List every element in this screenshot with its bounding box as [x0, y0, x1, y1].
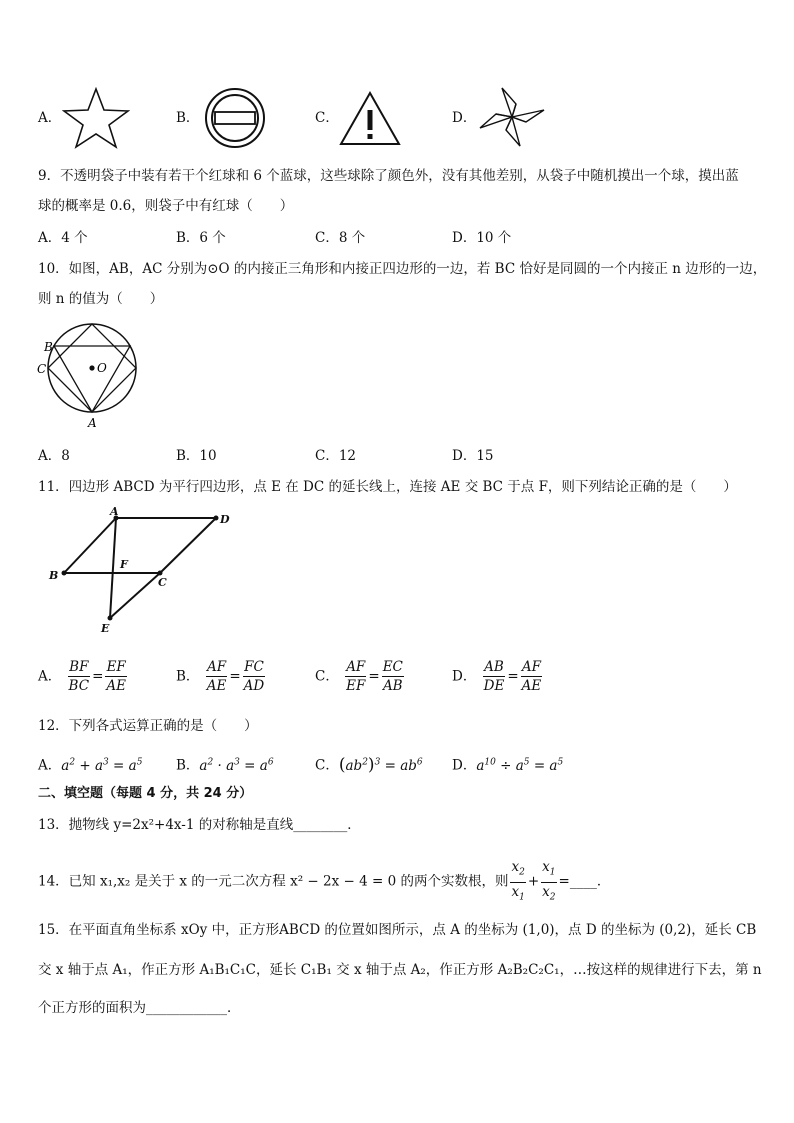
q8-option-d-label: D．	[452, 110, 477, 126]
q12-option-b-letter: B．	[176, 757, 200, 774]
section-title-fill-in: 二、填空题（每题 4 分，共 24 分）	[38, 786, 253, 801]
fraction	[68, 658, 91, 695]
q9-option-b: B．6 个	[176, 230, 226, 246]
frac-num: AF	[521, 659, 541, 675]
q10-figure-circle-diagram	[34, 318, 146, 430]
q9-stem-line1: 9．不透明袋子中装有若干个红球和 6 个蓝球，这些球除了颜色外，没有其他差别，从袋子中随机摸出一个球，摸出蓝	[38, 168, 739, 184]
q10-label-a: A	[88, 416, 97, 430]
q9-stem-line2: 球的概率是 0.6，则袋子中有红球（ ）	[38, 198, 294, 214]
fraction	[541, 858, 556, 906]
q12-option-d-letter: D．	[452, 757, 477, 774]
q15-stem-line1: 15．在平面直角坐标系 xOy 中，正方形ABCD 的位置如图所示，点 A 的坐标为 (1,0)，点 D 的坐标为 (0,2)，延长 CB	[38, 922, 757, 938]
q10-option-d: D．15	[452, 448, 494, 464]
warning-triangle-icon	[338, 90, 402, 148]
q12-option-b	[176, 752, 274, 776]
q14-line	[38, 858, 611, 903]
fraction	[483, 658, 506, 695]
q12-stem: 12．下列各式运算正确的是（ ）	[38, 718, 258, 734]
frac-num: AF	[346, 659, 366, 675]
q10-stem-line1: 10．如图，AB，AC 分别为⊙O 的内接正三角形和内接正四边形的一边，若 BC 恰好是同圆的一个内接正 n 边形的一边，	[38, 261, 767, 277]
q10-label-c: C	[37, 362, 47, 376]
frac-den: BC	[68, 678, 90, 694]
fraction	[243, 658, 266, 695]
q12-option-d-formula: $a^{10} \div a^5 = a^5$	[476, 757, 564, 774]
q9-option-a: A．4 个	[38, 230, 88, 246]
q11-option-b-letter: B．	[176, 668, 200, 685]
frac-num: AB	[484, 659, 504, 675]
frac-num: EF	[106, 659, 126, 675]
frac-den: AD	[243, 678, 265, 694]
frac-den: EF	[346, 678, 366, 694]
frac-den: AE	[106, 678, 126, 694]
frac-den: $x_1$	[511, 883, 525, 903]
no-entry-sign-icon	[202, 87, 268, 149]
equals-sign: =	[92, 668, 104, 685]
q12-option-a-letter: A．	[38, 757, 62, 774]
q10-option-a: A．8	[38, 448, 70, 464]
q11-option-a-letter: A．	[38, 668, 62, 685]
q10-label-o: O	[97, 361, 107, 375]
q11-label-f: F	[120, 558, 128, 571]
q12-option-c-formula: $(ab^2)^3 = ab^6$	[338, 754, 423, 775]
fraction	[206, 658, 228, 695]
q15-stem-line2: 交 x 轴于点 A₁，作正方形 A₁B₁C₁C，延长 C₁B₁ 交 x 轴于点 A₂，作正方形 A₂B₂C₂C₁，…按这样的规律进行下去，第 n	[38, 962, 762, 978]
frac-den: DE	[483, 678, 505, 694]
frac-den: AE	[206, 678, 227, 694]
q11-stem: 11．四边形 ABCD 为平行四边形，点 E 在 DC 的延长线上，连接 AE 交 BC 于点 F，则下列结论正确的是（ ）	[38, 479, 737, 495]
q11-label-b: B	[49, 569, 59, 582]
q12-option-c	[315, 752, 423, 776]
q10-option-c: C．12	[315, 448, 357, 464]
plus-sign: +	[527, 873, 540, 890]
fraction	[510, 858, 525, 906]
q11-option-a	[38, 658, 129, 695]
q8-option-b-label: B．	[176, 110, 200, 126]
frac-num: BF	[69, 659, 89, 675]
fraction	[105, 658, 127, 695]
fraction	[345, 658, 366, 695]
q11-label-e: E	[101, 622, 110, 635]
q11-option-d-letter: D．	[452, 668, 477, 685]
frac-num: $x_1$	[541, 858, 556, 883]
fraction	[521, 658, 543, 695]
frac-den: AB	[382, 678, 403, 694]
q12-option-a	[38, 752, 142, 776]
q10-stem-line2: 则 n 的值为（ ）	[38, 291, 164, 307]
q9-option-d: D．10 个	[452, 230, 512, 246]
equals-sign: =	[507, 668, 519, 685]
q14-suffix: =____．	[558, 873, 611, 890]
pinwheel-icon	[476, 84, 548, 150]
frac-num: AF	[206, 659, 227, 675]
star-icon	[62, 87, 130, 149]
equals-sign: =	[368, 668, 380, 685]
q11-label-d: D	[220, 513, 230, 526]
fraction	[382, 658, 404, 695]
q8-option-c-label: C．	[315, 110, 339, 126]
q14-prefix: 14．已知 x₁,x₂ 是关于 x 的一元二次方程 x² − 2x − 4 = 0 的两个实数根，则	[38, 873, 509, 890]
q12-option-d	[452, 752, 563, 776]
q10-label-b: B	[44, 340, 53, 354]
q11-label-c: C	[158, 576, 167, 589]
frac-num: FC	[244, 659, 264, 675]
q12-option-b-formula: $a^2 \cdot a^3 = a^6$	[199, 757, 274, 774]
q11-option-b	[176, 658, 267, 695]
q11-figure-parallelogram	[44, 506, 240, 638]
q15-stem-line3: 个正方形的面积为____________．	[38, 1000, 241, 1016]
q12-option-a-formula: $a^2 + a^3 = a^5$	[61, 757, 143, 774]
frac-num: $x_2$	[510, 858, 525, 883]
q13-text: 13．抛物线 y=2x²+4x-1 的对称轴是直线________．	[38, 817, 361, 833]
q11-option-d	[452, 658, 544, 695]
q11-label-a: A	[110, 506, 119, 518]
q11-option-c-letter: C．	[315, 668, 339, 685]
frac-num: EC	[382, 659, 403, 675]
q9-option-c: C．8 个	[315, 230, 366, 246]
equals-sign: =	[229, 668, 241, 685]
frac-den: $x_2$	[542, 883, 556, 903]
q8-option-a-label: A．	[38, 110, 62, 126]
frac-den: AE	[521, 678, 542, 694]
q11-option-c	[315, 658, 406, 695]
q10-option-b: B．10	[176, 448, 217, 464]
q12-option-c-letter: C．	[315, 757, 339, 774]
